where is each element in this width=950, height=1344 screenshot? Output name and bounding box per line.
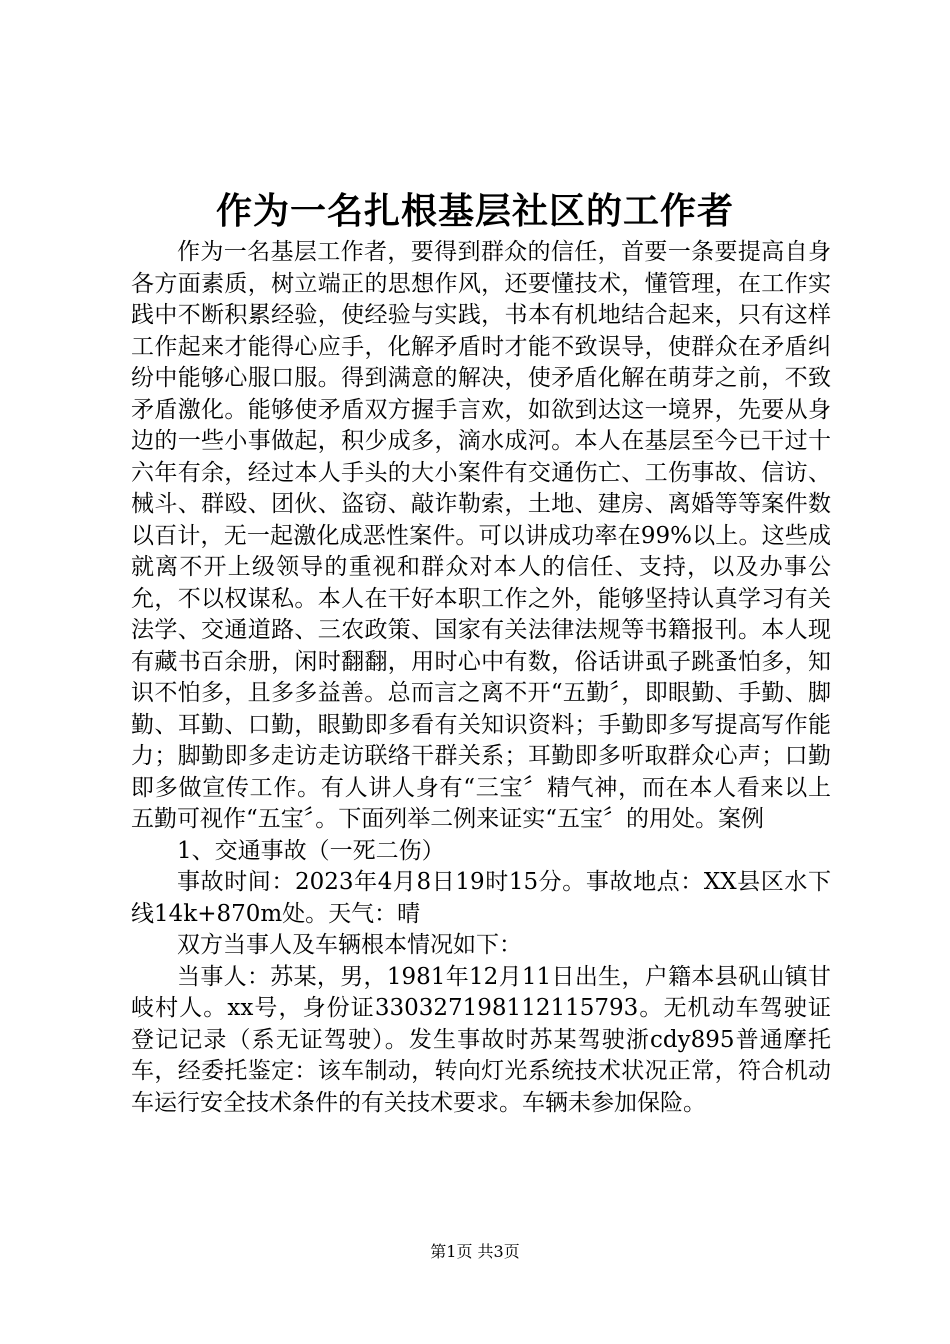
paragraph-intro: 作为一名基层工作者，要得到群众的信任，首要一条要提高自身各方面素质，树立端正的思想作风，还要懂技术，懂管理，在工作实践中不断积累经验，使经验与实践，书本有机地结合起来，只有这样工作起来才能得心应手，化解矛盾时才能不致误导，使群众在矛盾纠纷中能够心服口服。得到满意的解决，使矛盾化解在萌芽之前，不致矛盾激化。能够使矛盾双方握手言欢，如欲到达这一境界，先要从身边的一些小事做起，积少成多，滴水成河。本人在基层至今已干过十六年有余，经过本人手头的大小案件有交通伤亡、工伤事故、信访、械斗、群殴、团伙、盗窃、敲诈勒索，土地、建房、离婚等等案件数以百计，无一起激化成恶性案件。可以讲成功率在99%以上。这些成就离不开上级领导的重视和群众对本人的信任、支持，以及办事公允，不以权谋私。本人在干好本职工作之外，能够坚持认真学习有关法学、交通道路、三农政策、国家有关法律法规等书籍报刊。本人现有藏书百余册，闲时翻翻，用时心中有数，俗话讲虱子跳蚤怕多，知识不怕多，且多多益善。总而言之离不开“五勤〞，即眼勤、手勤、脚勤、耳勤、口勤，眼勤即多看有关知识资料；手勤即多写提高写作能力；脚勤即多走访走访联络干群关系；耳勤即多听取群众心声；口勤即多做宣传工作。有人讲人身有“三宝〞精气神，而在本人看来以上五勤可视作“五宝〞。下面列举二例来证实“五宝〞的用处。案例 <box>131 239 831 832</box>
document-title: 作为一名扎根基层社区的工作者 <box>215 190 734 232</box>
paragraph-accident-time: 事故时间：2023年4月8日19时15分。事故地点：XX县区水下线14k+870m处。天气：晴 <box>131 869 831 927</box>
document-body <box>131 237 831 1119</box>
paragraph-party-details: 当事人：苏某，男，1981年12月11日出生，户籍本县矾山镇甘岐村人。xx号，身份证330327198112115793。无机动车驾驶证登记记录（系无证驾驶）。发生事故时苏某驾驶浙cdy895普通摩托车，经委托鉴定：该车制动，转向灯光系统技术状况正常，符合机动车运行安全技术条件的有关技术要求。车辆未参加保险。 <box>131 963 831 1116</box>
paragraph-parties-intro: 双方当事人及车辆根本情况如下： <box>177 932 522 958</box>
page-footer: 第1页 共3页 <box>430 1242 520 1261</box>
paragraph-case-heading: 1、交通事故（一死二伤） <box>177 837 445 864</box>
